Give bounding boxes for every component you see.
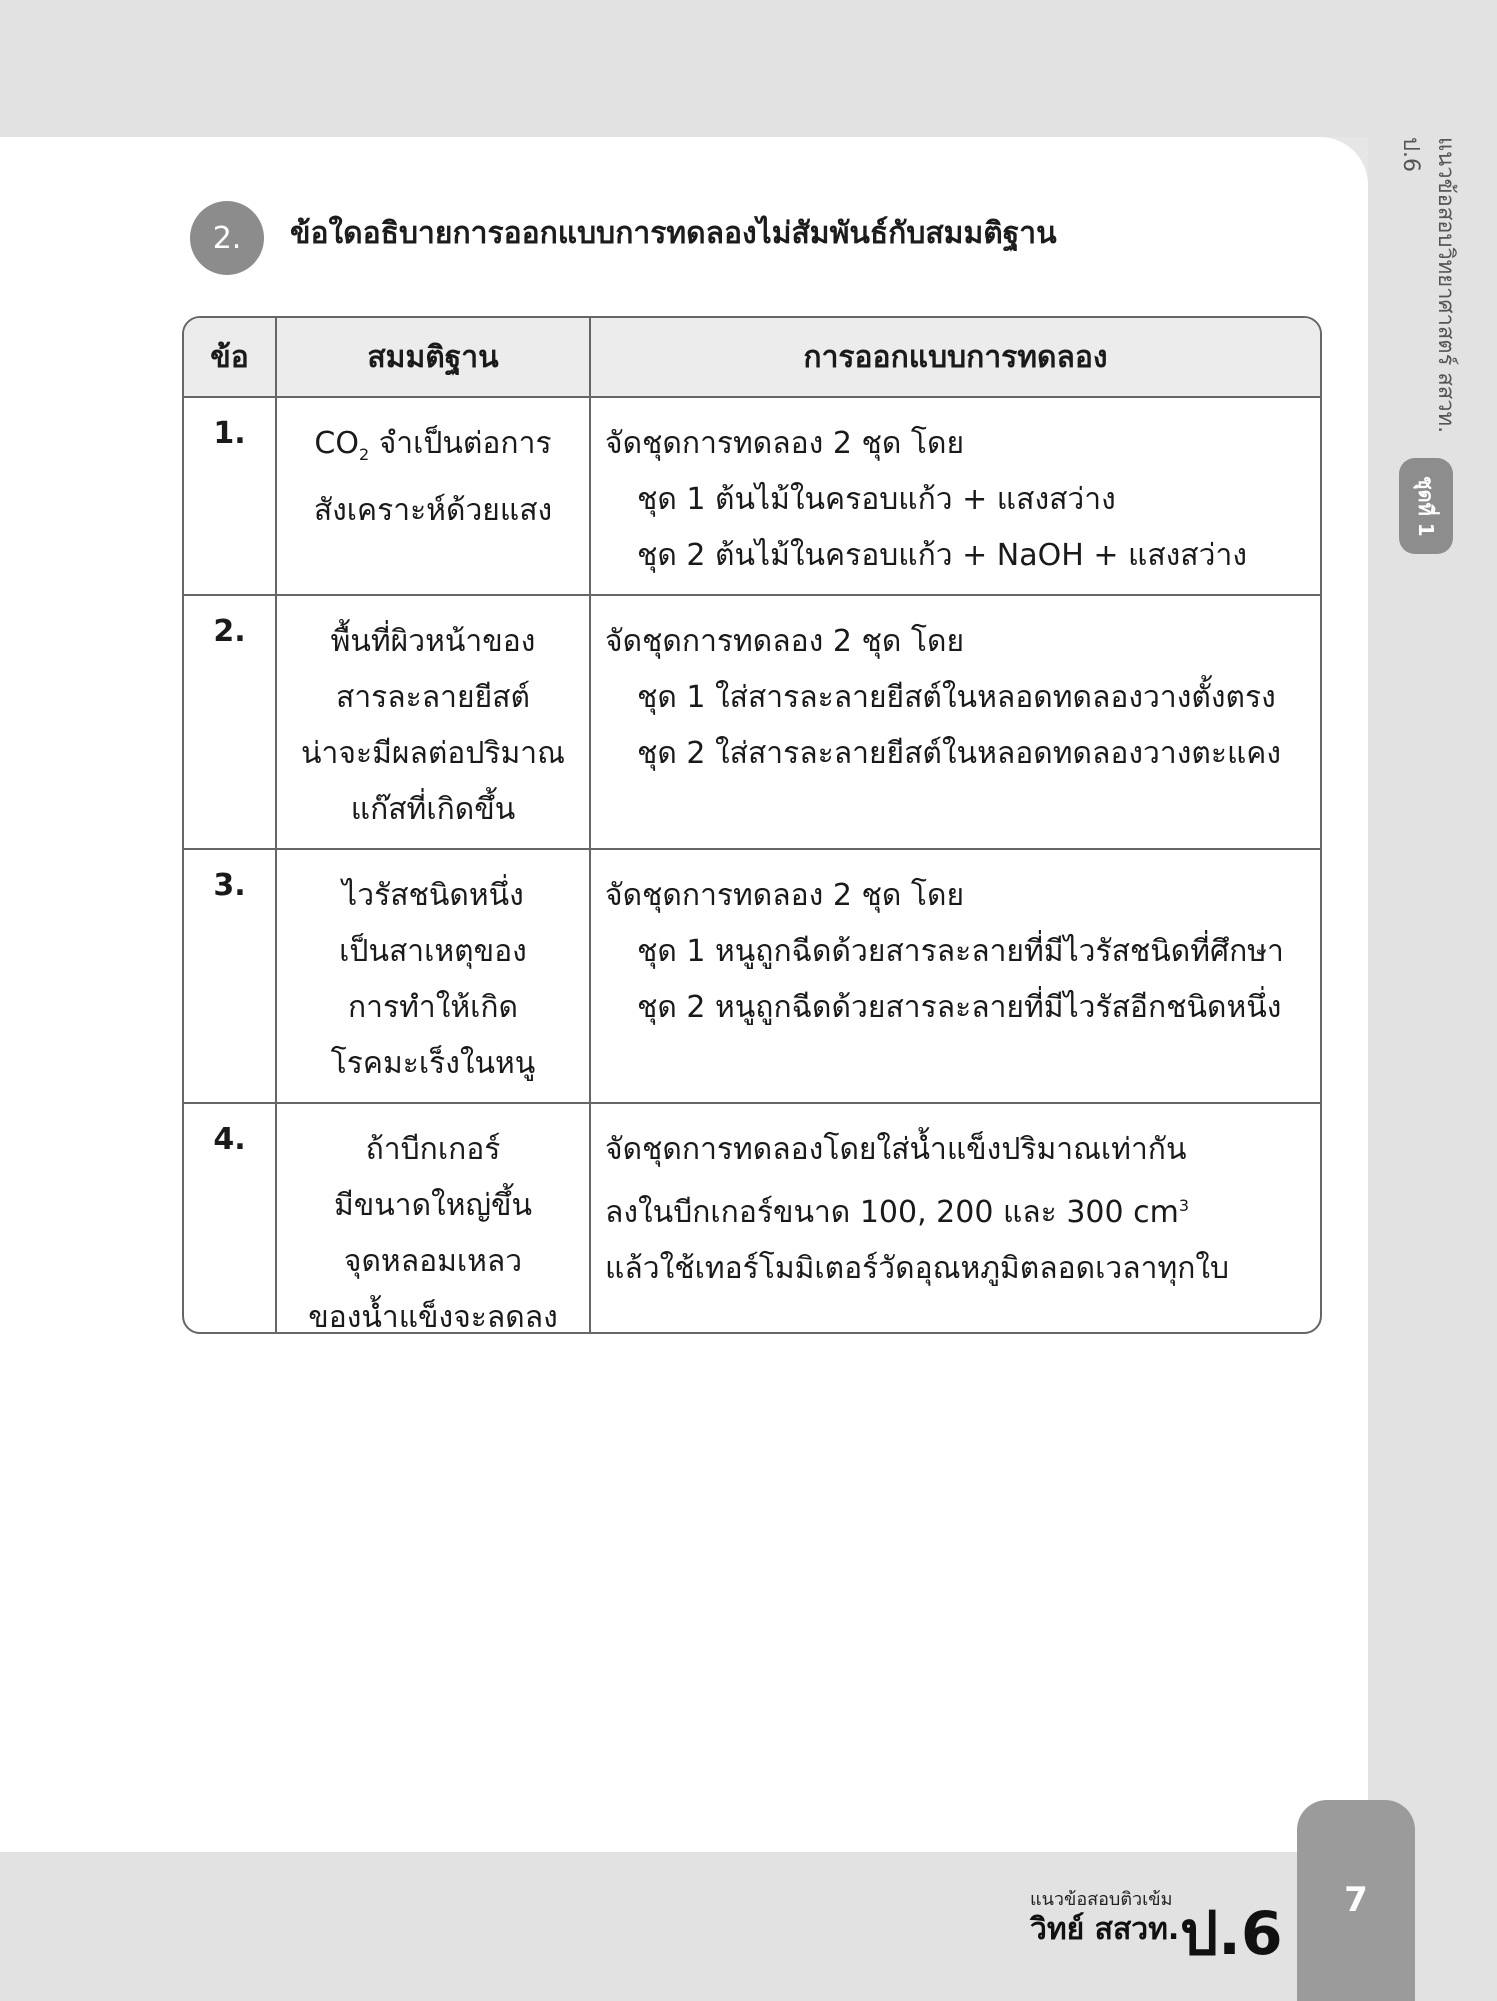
design-cell	[590, 849, 1320, 1103]
hypothesis-cell	[276, 1103, 590, 1334]
design-cell	[590, 1103, 1320, 1334]
design-line: ชุด 1 ต้นไม้ในครอบแก้ว + แสงสว่าง	[637, 482, 1116, 517]
hypothesis-line: สังเคราะห์ด้วยแสง	[313, 493, 553, 528]
hypothesis-line: สารละลายยีสต์	[336, 680, 530, 715]
hypothesis-line: การทำให้เกิด	[347, 990, 519, 1025]
footer-brand	[1030, 1884, 1283, 1969]
hypothesis-cell	[276, 849, 590, 1103]
design-cell	[590, 397, 1320, 595]
brand-subtitle: แนวข้อสอบติวเข้ม	[1030, 1889, 1173, 1910]
design-line: ชุด 2 ใส่สารละลายยีสต์ในหลอดทดลองวางตะแคง	[637, 736, 1282, 771]
row-number: 4.	[184, 1103, 276, 1334]
hypothesis-cell	[276, 397, 590, 595]
header-item: ข้อ	[184, 318, 276, 397]
hypothesis-line: เป็นสาเหตุของ	[339, 934, 527, 969]
row-number: 3.	[184, 849, 276, 1103]
table-row	[184, 595, 1320, 849]
table-row	[184, 397, 1320, 595]
side-book-title: แนวข้อสอบวิทยาศาสตร์ สสวท. ป.6	[1398, 137, 1458, 434]
hypothesis-line: จุดหลอมเหลว	[343, 1244, 523, 1279]
hypothesis-line: แก๊สที่เกิดขึ้น	[350, 792, 516, 827]
design-line: จัดชุดการทดลองโดยใส่น้ำแข็งปริมาณเท่ากัน	[605, 1132, 1187, 1167]
design-line: จัดชุดการทดลอง 2 ชุด โดย	[605, 426, 965, 461]
top-margin	[0, 0, 1497, 137]
design-line: ชุด 1 หนูถูกฉีดด้วยสารละลายที่มีไวรัสชนิดที่ศึกษา	[637, 934, 1284, 969]
page-number-tab	[1297, 1800, 1415, 2001]
brand-title: วิทย์ สสวท.	[1030, 1912, 1180, 1947]
brand-grade: ป.6	[1180, 1899, 1283, 1969]
hypothesis-line: พื้นที่ผิวหน้าของ	[330, 624, 536, 659]
design-line: จัดชุดการทดลอง 2 ชุด โดย	[605, 878, 965, 913]
question-number-badge: 2.	[190, 201, 264, 275]
hypothesis-line: $CO_2$ จำเป็นต่อการ	[314, 426, 552, 464]
header-design: การออกแบบการทดลอง	[590, 318, 1320, 397]
hypothesis-line: น่าจะมีผลต่อปริมาณ	[301, 736, 565, 771]
question-table	[182, 316, 1322, 1334]
table-row	[184, 1103, 1320, 1334]
header-hypothesis: สมมติฐาน	[276, 318, 590, 397]
page-number: 7	[1344, 1880, 1368, 1920]
design-cell	[590, 595, 1320, 849]
hypothesis-line: ไวรัสชนิดหนึ่ง	[342, 878, 524, 913]
table-header-row	[184, 318, 1320, 397]
question-text: ข้อใดอธิบายการออกแบบการทดลองไม่สัมพันธ์กับสมมติฐาน	[290, 216, 1057, 251]
table-row	[184, 849, 1320, 1103]
hypothesis-line: มีขนาดใหญ่ขึ้น	[333, 1188, 533, 1223]
hypothesis-cell	[276, 595, 590, 849]
design-line: ชุด 2 หนูถูกฉีดด้วยสารละลายที่มีไวรัสอีกชนิดหนึ่ง	[637, 990, 1282, 1025]
hypothesis-line: ของน้ำแข็งจะลดลง	[308, 1300, 558, 1334]
design-line: ชุด 2 ต้นไม้ในครอบแก้ว + NaOH + แสงสว่าง	[637, 538, 1247, 573]
design-line: ลงในบีกเกอร์ขนาด 100, 200 และ 300 $cm^3$	[605, 1195, 1190, 1230]
design-line: จัดชุดการทดลอง 2 ชุด โดย	[605, 624, 965, 659]
row-number: 1.	[184, 397, 276, 595]
row-number: 2.	[184, 595, 276, 849]
hypothesis-line: ถ้าบีกเกอร์	[365, 1132, 501, 1167]
set-tab: ชุดที่ 1	[1399, 458, 1453, 554]
hypothesis-line: โรคมะเร็งในหนู	[330, 1046, 536, 1081]
design-line: ชุด 1 ใส่สารละลายยีสต์ในหลอดทดลองวางตั้งตรง	[637, 680, 1276, 715]
design-line: แล้วใช้เทอร์โมมิเตอร์วัดอุณหภูมิตลอดเวลาทุกใบ	[605, 1251, 1230, 1286]
